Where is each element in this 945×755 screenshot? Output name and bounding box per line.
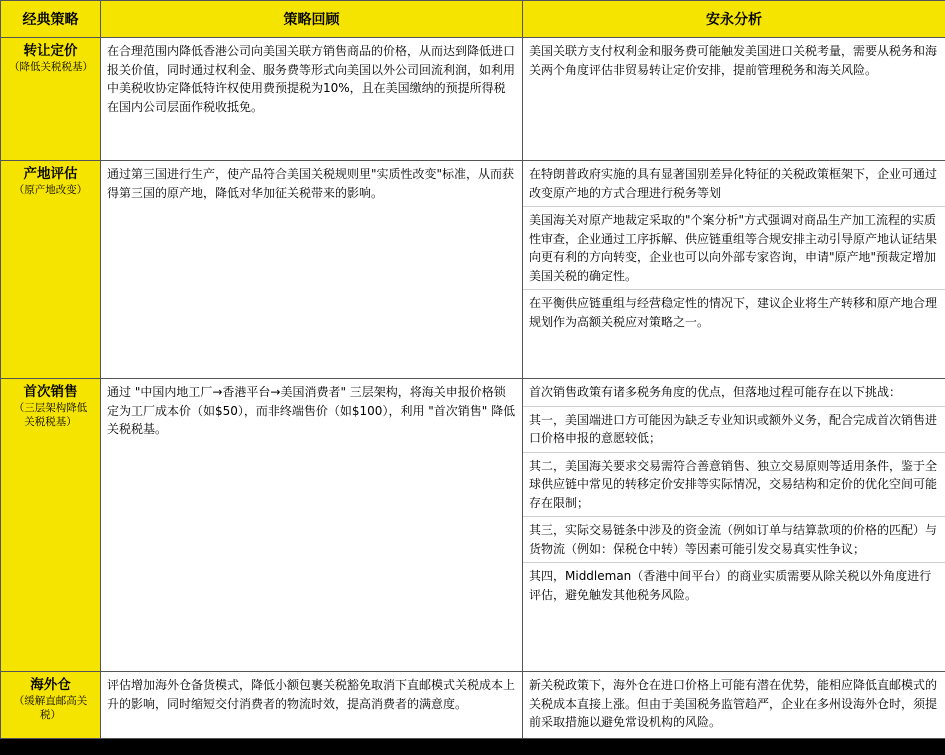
- analysis-paragraph: 在平衡供应链重组与经营稳定性的情况下，建议企业将生产转移和原产地合理规划作为高额关税应对策略之一。: [529, 296, 938, 329]
- strategy-cell: [1, 161, 101, 379]
- table-row: [1, 38, 945, 161]
- header-review: 策略回顾: [101, 1, 523, 38]
- header-analysis: 安永分析: [523, 1, 945, 38]
- analysis-cell: [523, 38, 945, 161]
- analysis-cell: [523, 672, 945, 739]
- analysis-paragraph: 新关税政策下，海外仓在进口价格上可能有潜在优势，能相应降低直邮模式的关税成本直接上涨。但由于美国税务监管趋严，企业在多州设海外仓时，须提前采取措施以避免常设机构的风险。: [529, 678, 938, 729]
- strategy-name: 海外仓: [30, 677, 71, 693]
- review-cell: 在合理范围内降低香港公司向美国关联方销售商品的价格，从而达到降低进口报关价值，同时通过权利金、服务费等形式向美国以外公司回流利润，如利用中美税收协定降低特许权使用费预提税为10%，且在美国缴纳的预提所得税在国内公司层面作税收抵免。: [101, 38, 523, 161]
- strategy-name: 转让定价: [23, 43, 78, 59]
- analysis-paragraph: 美国关联方支付权利金和服务费可能触发美国进口关税考量，需要从税务和海关两个角度评估非贸易转让定价安排，提前管理税务和海关风险。: [529, 44, 938, 77]
- analysis-paragraph: 其二，美国海关要求交易需符合善意销售、独立交易原则等适用条件，鉴于全球供应链中常见的转移定价安排等实际情况，交易结构和定价的优化空间可能存在限制；: [529, 458, 938, 510]
- analysis-paragraph: 首次销售政策有诸多税务角度的优点，但落地过程可能存在以下挑战：: [529, 385, 902, 399]
- analysis-paragraph: 其一，美国端进口方可能因为缺乏专业知识或额外义务，配合完成首次销售进口价格申报的意愿较低；: [529, 412, 938, 445]
- table-row: [1, 379, 945, 672]
- analysis-paragraph: 其三，实际交易链条中涉及的资金流（例如订单与结算款项的价格的匹配）与货物流（例如：保税仓中转）等因素可能引发交易真实性争议；: [529, 523, 938, 556]
- analysis-paragraph: 美国海关对原产地裁定采取的"个案分析"方式强调对商品生产加工流程的实质性审查，企业通过工序拆解、供应链重组等合规安排主动引导原产地认证结果向更有利的方向转变，企业也可以向外部专家咨询，申请"原产地"预裁定增加美国关税的确定性。: [529, 213, 938, 283]
- header-strategy: 经典策略: [1, 1, 101, 38]
- strategy-cell: [1, 672, 101, 739]
- analysis-cell: [523, 379, 945, 672]
- analysis-paragraph: 在特朗普政府实施的具有显著国别差异化特征的关税政策框架下，企业可通过改变原产地的方式合理进行税务等划: [529, 167, 938, 200]
- strategy-note: （降低关税税基）: [9, 61, 93, 73]
- analysis-cell: [523, 161, 945, 379]
- review-cell: 评估增加海外仓备货模式，降低小额包裹关税豁免取消下直邮模式关税成本上升的影响，同时缩短交付消费者的物流时效，提高消费者的满意度。: [101, 672, 523, 739]
- strategy-name: 产地评估: [23, 166, 78, 182]
- strategy-note: （原产地改变）: [13, 184, 88, 196]
- table-row: [1, 161, 945, 379]
- strategy-name: 首次销售: [23, 384, 78, 400]
- table-row: [1, 672, 945, 739]
- review-cell: 通过 "中国内地工厂→香港平台→美国消费者" 三层架构，将海关申报价格锁定为工厂成本价（如$50），而非终端售价（如$100），利用 "首次销售" 降低关税税基。: [101, 379, 523, 672]
- analysis-paragraph: 其四，Middleman（香港中间平台）的商业实质需要从除关税以外角度进行评估，避免触发其他税务风险。: [529, 569, 932, 602]
- header-row: [1, 1, 945, 38]
- review-cell: 通过第三国进行生产，使产品符合美国关税规则里"实质性改变"标准，从而获得第三国的原产地，降低对华加征关税带来的影响。: [101, 161, 523, 379]
- strategy-cell: [1, 379, 101, 672]
- strategy-note: （缓解直邮高关税）: [13, 695, 88, 721]
- strategy-note: （三层架构降低关税税基）: [13, 402, 88, 428]
- strategy-cell: [1, 38, 101, 161]
